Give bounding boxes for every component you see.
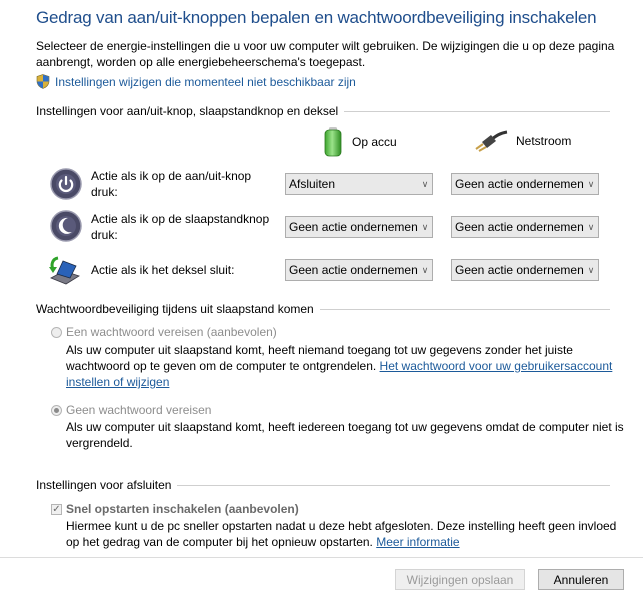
row-label: Actie als ik op de aan/uit-knop druk: — [91, 169, 252, 199]
fast-startup-checkbox-row[interactable] — [51, 502, 299, 516]
more-info-link[interactable]: Meer informatie — [376, 535, 460, 549]
select-value: Afsluiten — [289, 177, 336, 191]
row-label: Actie als ik het deksel sluit: — [91, 263, 235, 277]
section-heading: Wachtwoordbeveiliging tijdens uit slaapstand komen — [36, 302, 314, 316]
description-text: Hiermee kunt u de pc sneller opstarten nadat u deze hebt afgesloten. Deze instelling heeft geen invloed op het gedrag van de computer bij het opnieuw opstarten. — [66, 519, 617, 549]
chevron-down-icon: ∨ — [421, 264, 429, 275]
divider — [344, 111, 610, 112]
chevron-down-icon: ∨ — [587, 178, 595, 189]
power-plug-icon — [474, 130, 508, 152]
uac-shield-icon — [36, 74, 50, 89]
radio-label: Geen wachtwoord vereisen — [66, 403, 212, 417]
chevron-down-icon: ∨ — [421, 178, 429, 189]
radio-require-password[interactable] — [51, 325, 277, 339]
select-value: Geen actie ondernemen — [455, 177, 584, 191]
section-shutdown — [36, 478, 610, 492]
sleep-button-battery-select[interactable] — [285, 216, 433, 238]
fast-startup-label: Snel opstarten inschakelen (aanbevolen) — [66, 502, 299, 516]
uac-link-text[interactable]: Instellingen wijzigen die momenteel niet beschikbaar zijn — [55, 74, 356, 89]
column-battery — [322, 126, 397, 158]
section-heading: Instellingen voor aan/uit-knop, slaapstandknop en deksel — [36, 104, 339, 118]
laptop-lid-icon — [48, 254, 80, 286]
radio-no-password[interactable] — [51, 403, 211, 417]
description-text: Als uw computer uit slaapstand komt, heeft niemand toegang tot uw gegevens zonder het juiste wachtwoord op te geven om de computer te ontgrendelen. — [66, 343, 573, 373]
divider — [177, 485, 610, 486]
save-changes-button[interactable]: Wijzigingen opslaan — [395, 569, 525, 590]
radio-label: Een wachtwoord vereisen (aanbevolen) — [66, 325, 277, 339]
fast-startup-description — [66, 518, 626, 550]
lid-battery-select[interactable] — [285, 259, 433, 281]
power-button-icon — [50, 168, 82, 200]
power-button-battery-select[interactable] — [285, 173, 433, 195]
change-password-link[interactable]: Het wachtwoord voor uw gebruikersaccount instellen of wijzigen — [66, 359, 613, 389]
section-buttons — [36, 104, 610, 118]
uac-settings-link[interactable] — [36, 74, 356, 89]
divider — [320, 309, 610, 310]
power-button-power-select[interactable] — [451, 173, 599, 195]
column-battery-label: Op accu — [352, 135, 397, 149]
radio-selected-dot — [54, 408, 59, 413]
select-value: Geen actie ondernemen — [289, 263, 418, 277]
chevron-down-icon: ∨ — [587, 264, 595, 275]
fast-startup-checkbox[interactable]: ✓ — [52, 503, 61, 515]
section-heading: Instellingen voor afsluiten — [36, 478, 172, 492]
select-value: Geen actie ondernemen — [455, 220, 584, 234]
sleep-button-icon — [50, 210, 82, 242]
radio-button[interactable] — [51, 405, 62, 416]
cancel-button[interactable]: Annuleren — [538, 569, 624, 590]
chevron-down-icon: ∨ — [587, 221, 595, 232]
footer-divider — [0, 557, 643, 558]
row-label: Actie als ik op de slaapstandknop druk: — [91, 212, 270, 242]
section-password — [36, 302, 610, 316]
column-power — [474, 130, 571, 152]
chevron-down-icon: ∨ — [421, 221, 429, 232]
column-power-label: Netstroom — [516, 134, 572, 148]
select-value: Geen actie ondernemen — [289, 220, 418, 234]
select-value: Geen actie ondernemen — [455, 263, 584, 277]
require-password-description — [66, 342, 626, 390]
radio-button[interactable] — [51, 327, 62, 338]
intro-text: Selecteer de energie-instellingen die u voor uw computer wilt gebruiken. De wijzigingen die u op deze pagina aanbrengt, worden op alle energiebeheerschema's toegepast. — [36, 39, 615, 69]
no-password-description: Als uw computer uit slaapstand komt, heeft iedereen toegang tot uw gegevens omdat de computer niet is vergrendeld. — [66, 420, 624, 450]
battery-icon — [322, 126, 344, 158]
sleep-button-power-select[interactable] — [451, 216, 599, 238]
page-title: Gedrag van aan/uit-knoppen bepalen en wachtwoordbeveiliging inschakelen — [36, 8, 597, 27]
lid-power-select[interactable] — [451, 259, 599, 281]
